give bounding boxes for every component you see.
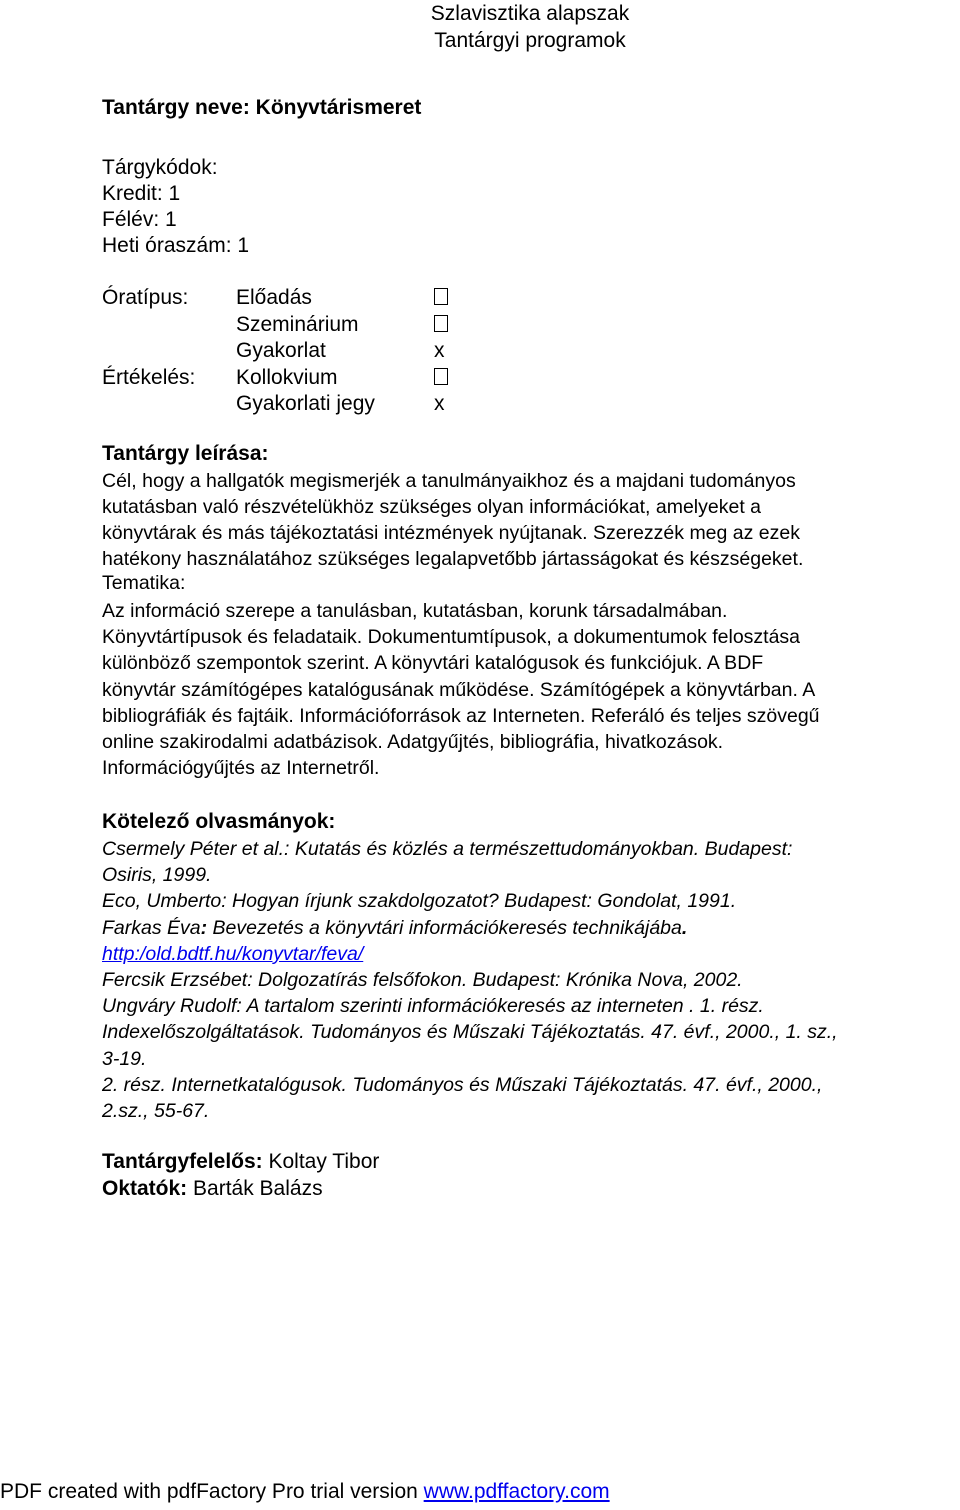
staff-block (102, 1148, 379, 1202)
description-heading: Tantárgy leírása: (102, 442, 269, 465)
reading-end: . (681, 916, 688, 939)
topic-line: Információgyűjtés az Internetről. (102, 757, 380, 780)
topic-line: Az információ szerepe a tanulásban, kutatásban, korunk társadalmában. (102, 600, 728, 622)
reading-line (102, 941, 960, 967)
reading-link[interactable]: http:/old.bdtf.hu/konyvtar/feva/ (102, 942, 364, 965)
readings-heading: Kötelező olvasmányok: (102, 810, 336, 833)
course-meta (102, 155, 249, 259)
reading-line: Ungváry Rudolf: A tartalom szerinti információkeresés az interneten . 1. rész. (102, 995, 764, 1018)
type-row (102, 391, 464, 418)
reading-line: 2.sz., 55-67. (102, 1100, 210, 1123)
type-row (102, 338, 464, 365)
checkbox-empty-icon (434, 312, 464, 339)
reading-line: Osiris, 1999. (102, 864, 212, 887)
teachers-row (102, 1175, 379, 1202)
checkbox-empty-icon (434, 365, 464, 392)
responsible-value: Koltay Tibor (262, 1150, 380, 1173)
type-row (102, 365, 464, 392)
header-line-2: Tantárgyi programok (434, 29, 626, 52)
reading-title: Bevezetés a könyvtári információkeresés technikájába (212, 916, 682, 939)
type-name: Szeminárium (236, 312, 359, 336)
course-hours: Heti óraszám: 1 (102, 234, 250, 257)
type-name: Előadás (236, 286, 312, 309)
topic-line: bibliográfiák és fajtáik. Információforrások az Interneten. Referáló és teljes szövegű (102, 704, 820, 727)
reading-author: Farkas Éva (102, 916, 201, 939)
reading-line: Indexelőszolgáltatások. Tudományos és Műszaki Tájékoztatás. 47. évf., 2000., 1. sz., (102, 1021, 838, 1044)
reading-line (102, 915, 960, 941)
type-row (102, 312, 464, 339)
reading-line: 2. rész. Internetkatalógusok. Tudományos és Műszaki Tájékoztatás. 47. évf., 2000., (102, 1073, 823, 1096)
topic-line: könyvtár számítógépes katalógusának működése. Számítógépek a könyvtárban. A (102, 678, 816, 701)
footer-link[interactable]: www.pdffactory.com (423, 1480, 610, 1503)
footer-text: PDF created with pdfFactory Pro trial version (0, 1480, 424, 1503)
reading-line: Csermely Péter et al.: Kutatás és közlés a természettudományokban. Budapest: (102, 838, 793, 860)
reading-line: Eco, Umberto: Hogyan írjunk szakdolgozatot? Budapest: Gondolat, 1991. (102, 890, 737, 913)
teachers-value: Barták Balázs (187, 1177, 323, 1200)
pdf-footer (0, 1480, 610, 1504)
reading-line: Fercsik Erzsébet: Dolgozatírás felsőfokon. Budapest: Krónika Nova, 2002. (102, 969, 743, 992)
description-line: könyvtárak és más tájékoztatási intézmények nyújtanak. Szerezzék meg az ezek (102, 522, 800, 544)
type-mark: x (434, 392, 445, 415)
topic-line: Könyvtártípusok és feladataik. Dokumentumtípusok, a dokumentumok felosztása (102, 626, 801, 649)
reading-sep: : (200, 916, 213, 939)
responsible-label: Tantárgyfelelős: (102, 1150, 263, 1173)
topic-line: online szakirodalmi adatbázisok. Adatgyűjtés, bibliográfia, hivatkozások. (102, 731, 724, 754)
type-name: Gyakorlat (236, 339, 326, 362)
checkbox-empty-icon (434, 285, 464, 312)
type-name: Gyakorlati jegy (236, 392, 375, 415)
teachers-label: Oktatók: (102, 1177, 188, 1200)
description-line: Cél, hogy a hallgatók megismerjék a tanulmányaikhoz és a majdani tudományos (102, 470, 796, 492)
type-row (102, 285, 464, 312)
description-text (102, 468, 932, 572)
ertekeles-label: Értékelés: (102, 365, 196, 389)
course-credit: Kredit: 1 (102, 182, 181, 205)
class-types-table (102, 285, 464, 418)
description-line: kutatásban való részvételükhöz szükséges olyan információkat, amelyeket a (102, 496, 762, 518)
reading-line: 3-19. (102, 1047, 147, 1070)
header-line-1: Szlavisztika alapszak (430, 2, 630, 25)
responsible-row (102, 1148, 379, 1175)
readings-list (102, 836, 960, 1124)
type-mark: x (434, 339, 445, 362)
course-title: Tantárgy neve: Könyvtárismeret (102, 96, 422, 119)
course-semester: Félév: 1 (102, 208, 177, 231)
type-name: Kollokvium (236, 365, 338, 389)
topics-text (102, 598, 942, 781)
description-line: hatékony használatához szükséges legalapvetőbb jártasságokat és készségeket. (102, 548, 804, 570)
oratipus-label: Óratípus: (102, 286, 189, 309)
tematika-label: Tematika: (102, 572, 186, 594)
topic-line: különböző szempontok szerint. A könyvtári katalógusok és funkciójuk. A BDF (102, 652, 764, 675)
course-codes: Tárgykódok: (102, 156, 218, 179)
page-header (0, 0, 960, 54)
